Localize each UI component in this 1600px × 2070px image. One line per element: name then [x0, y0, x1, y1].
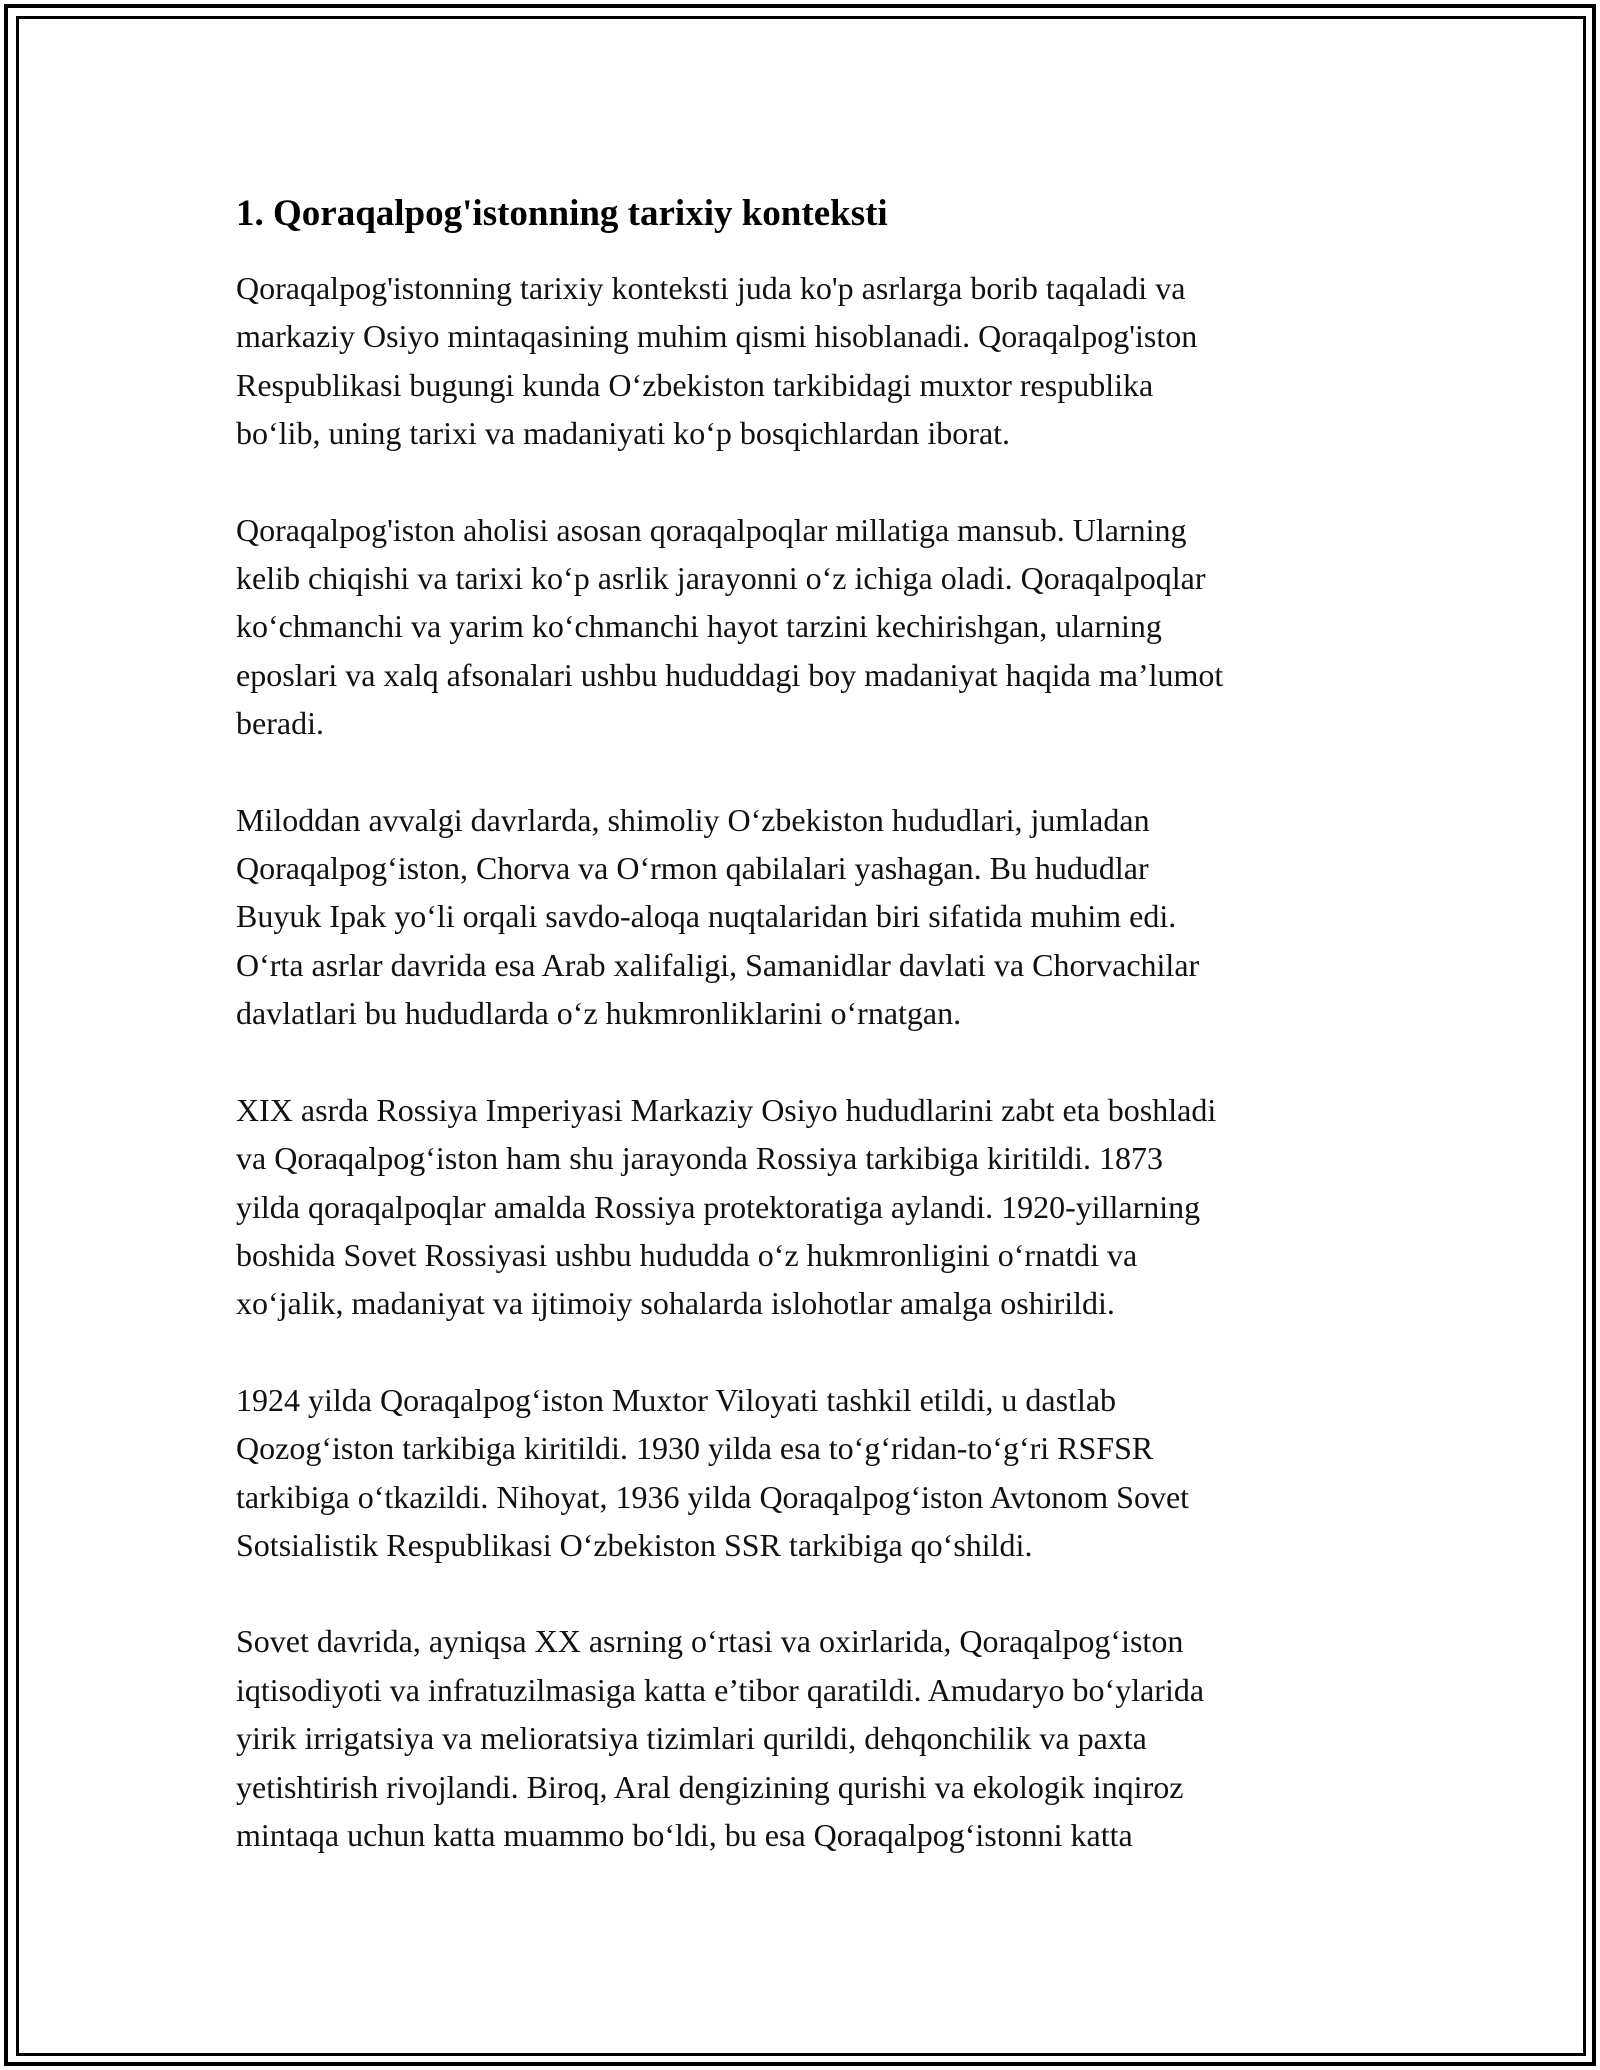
paragraph-line: Qoraqalpog'istonning tarixiy konteksti juda ko'p asrlarga borib taqaladi va	[236, 270, 1186, 306]
paragraph-line: yirik irrigatsiya va melioratsiya tizimlari qurildi, dehqonchilik va paxta	[236, 1720, 1147, 1757]
paragraph	[236, 1376, 1376, 1570]
paragraph-line: Qoraqalpog‘iston, Chorva va O‘rmon qabilalari yashagan. Bu hududlar	[236, 850, 1149, 887]
paragraph	[236, 506, 1376, 748]
paragraph-line: 1924 yilda Qoraqalpog‘iston Muxtor Viloyati tashkil etildi, u dastlab	[236, 1381, 1117, 1418]
paragraph-line: eposlari va xalq afsonalari ushbu hududdagi boy madaniyat haqida ma’lumot	[236, 656, 1224, 693]
paragraph-line: Sovet davrida, ayniqsa XX asrning o‘rtasi va oxirlarida, Qoraqalpog‘iston	[236, 1623, 1184, 1660]
paragraph-line: davlatlari bu hududlarda o‘z hukmronliklarini o‘rnatgan.	[236, 995, 962, 1032]
paragraph	[236, 1617, 1376, 1859]
paragraph	[236, 796, 1376, 1038]
paragraph-line: yetishtirish rivojlandi. Biroq, Aral dengizining qurishi va ekologik inqiroz	[236, 1768, 1184, 1805]
paragraph-line: yilda qoraqalpoqlar amalda Rossiya protektoratiga aylandi. 1920-yillarning	[236, 1188, 1201, 1225]
paragraph	[236, 1086, 1376, 1328]
section-heading: 1. Qoraqalpog'istonning tarixiy konteksti	[236, 193, 888, 234]
paragraph	[236, 264, 1376, 458]
paragraph-line: Respublikasi bugungi kunda O‘zbekiston tarkibidagi muxtor respublika	[236, 366, 1154, 403]
paragraph-line: mintaqa uchun katta muammo bo‘ldi, bu esa Qoraqalpog‘istonni katta	[236, 1816, 1133, 1853]
paragraph-line: Qoraqalpog'iston aholisi asosan qoraqalpoqlar millatiga mansub. Ularning	[236, 511, 1187, 548]
paragraph-line: iqtisodiyoti va infratuzilmasiga katta e’tibor qaratildi. Amudaryo bo‘ylarida	[236, 1671, 1205, 1708]
paragraph-line: XIX asrda Rossiya Imperiyasi Markaziy Osiyo hududlarini zabt eta boshladi	[236, 1091, 1217, 1128]
paragraph-line: kelib chiqishi va tarixi ko‘p asrlik jarayonni o‘z ichiga oladi. Qoraqalpoqlar	[236, 560, 1206, 597]
document-body	[236, 186, 1376, 1907]
paragraph-line: Qozog‘iston tarkibiga kiritildi. 1930 yilda esa to‘g‘ridan-to‘g‘ri RSFSR	[236, 1430, 1154, 1467]
paragraph-line: Sotsialistik Respublikasi O‘zbekiston SSR tarkibiga qo‘shildi.	[236, 1526, 1033, 1563]
paragraph-line: O‘rta asrlar davrida esa Arab xalifaligi, Samanidlar davlati va Chorvachilar	[236, 946, 1200, 983]
paragraph-line: Buyuk Ipak yo‘li orqali savdo-aloqa nuqtalaridan biri sifatida muhim edi.	[236, 898, 1177, 935]
paragraph-line: va Qoraqalpog‘iston ham shu jarayonda Rossiya tarkibiga kiritildi. 1873	[236, 1140, 1163, 1177]
paragraph-line: bo‘lib, uning tarixi va madaniyati ko‘p bosqichlardan iborat.	[236, 415, 1011, 452]
paragraph-line: markaziy Osiyo mintaqasining muhim qismi hisoblanadi. Qoraqalpog'iston	[236, 318, 1198, 355]
paragraph-line: tarkibiga o‘tkazildi. Nihoyat, 1936 yilda Qoraqalpog‘iston Avtonom Sovet	[236, 1478, 1190, 1515]
paragraph-line: xo‘jalik, madaniyat va ijtimoiy sohalarda islohotlar amalga oshirildi.	[236, 1285, 1115, 1322]
paragraph-line: Miloddan avvalgi davrlarda, shimoliy O‘zbekiston hududlari, jumladan	[236, 801, 1150, 838]
paragraph-line: boshida Sovet Rossiyasi ushbu hududda o‘z hukmronligini o‘rnatdi va	[236, 1236, 1138, 1273]
paragraph-list	[236, 264, 1376, 1859]
paragraph-line: ko‘chmanchi va yarim ko‘chmanchi hayot tarzini kechirishgan, ularning	[236, 608, 1162, 645]
paragraph-line: beradi.	[236, 705, 324, 742]
